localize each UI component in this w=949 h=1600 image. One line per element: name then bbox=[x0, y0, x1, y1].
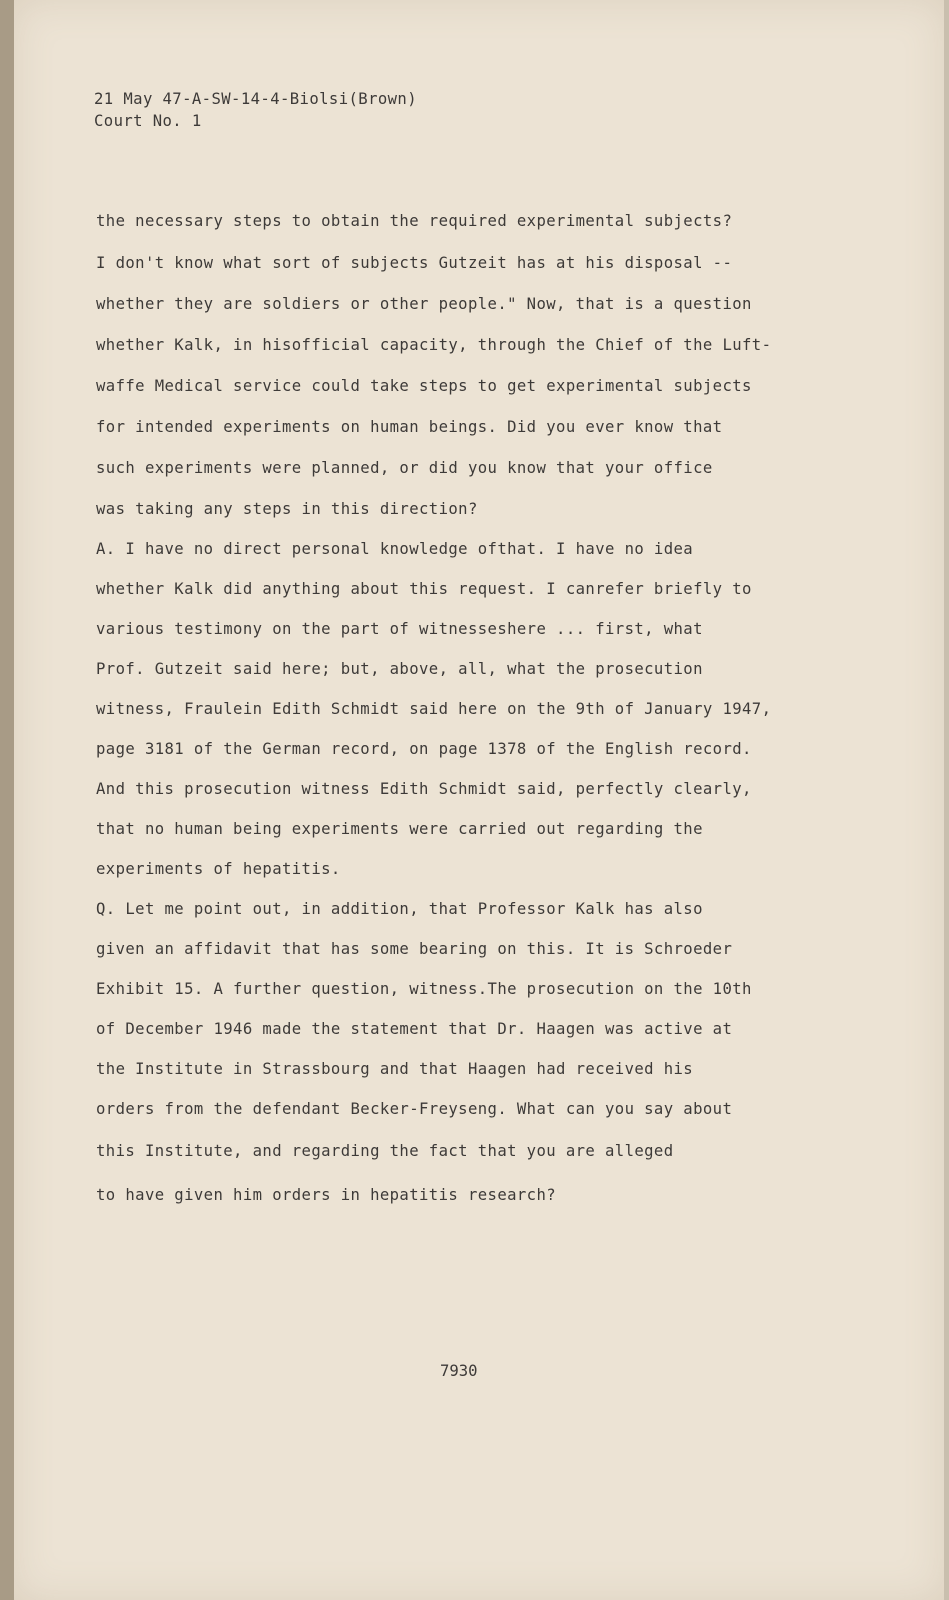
body-line: And this prosecution witness Edith Schmidt said, perfectly clearly, bbox=[96, 780, 752, 798]
body-line: experiments of hepatitis. bbox=[96, 860, 341, 878]
body-line: Exhibit 15. A further question, witness.The prosecution on the 10th bbox=[96, 980, 752, 998]
body-line: whether Kalk, in hisofficial capacity, through the Chief of the Luft- bbox=[96, 336, 772, 354]
body-line: was taking any steps in this direction? bbox=[96, 500, 478, 518]
body-line: that no human being experiments were carried out regarding the bbox=[96, 820, 703, 838]
body-line: waffe Medical service could take steps to get experimental subjects bbox=[96, 377, 752, 395]
body-line: the necessary steps to obtain the required experimental subjects? bbox=[96, 212, 733, 230]
body-line: whether they are soldiers or other people." Now, that is a question bbox=[96, 295, 752, 313]
page-number: 7930 bbox=[440, 1362, 478, 1380]
body-line: I don't know what sort of subjects Gutzeit has at his disposal -- bbox=[96, 254, 733, 272]
body-line: of December 1946 made the statement that Dr. Haagen was active at bbox=[96, 1020, 733, 1038]
header-court-number: Court No. 1 bbox=[94, 112, 202, 130]
body-line: the Institute in Strassbourg and that Haagen had received his bbox=[96, 1060, 694, 1078]
answer-line: A. I have no direct personal knowledge ofthat. I have no idea bbox=[96, 540, 694, 558]
body-line: given an affidavit that has some bearing on this. It is Schroeder bbox=[96, 940, 733, 958]
body-line: Prof. Gutzeit said here; but, above, all, what the prosecution bbox=[96, 660, 703, 678]
body-line: for intended experiments on human beings. Did you ever know that bbox=[96, 418, 723, 436]
body-line: orders from the defendant Becker-Freyseng. What can you say about bbox=[96, 1100, 733, 1118]
body-line: witness, Fraulein Edith Schmidt said here on the 9th of January 1947, bbox=[96, 700, 772, 718]
question-line: Q. Let me point out, in addition, that Professor Kalk has also bbox=[96, 900, 703, 918]
body-line: page 3181 of the German record, on page 1378 of the English record. bbox=[96, 740, 752, 758]
body-line: this Institute, and regarding the fact that you are alleged bbox=[96, 1142, 674, 1160]
document-page bbox=[14, 0, 944, 1600]
scan-left-edge bbox=[0, 0, 14, 1600]
body-line: various testimony on the part of witnesseshere ... first, what bbox=[96, 620, 703, 638]
body-line: whether Kalk did anything about this request. I canrefer briefly to bbox=[96, 580, 752, 598]
body-line: such experiments were planned, or did you know that your office bbox=[96, 459, 713, 477]
body-line: to have given him orders in hepatitis research? bbox=[96, 1186, 557, 1204]
header-case-reference: 21 May 47-A-SW-14-4-Biolsi(Brown) bbox=[94, 90, 418, 108]
